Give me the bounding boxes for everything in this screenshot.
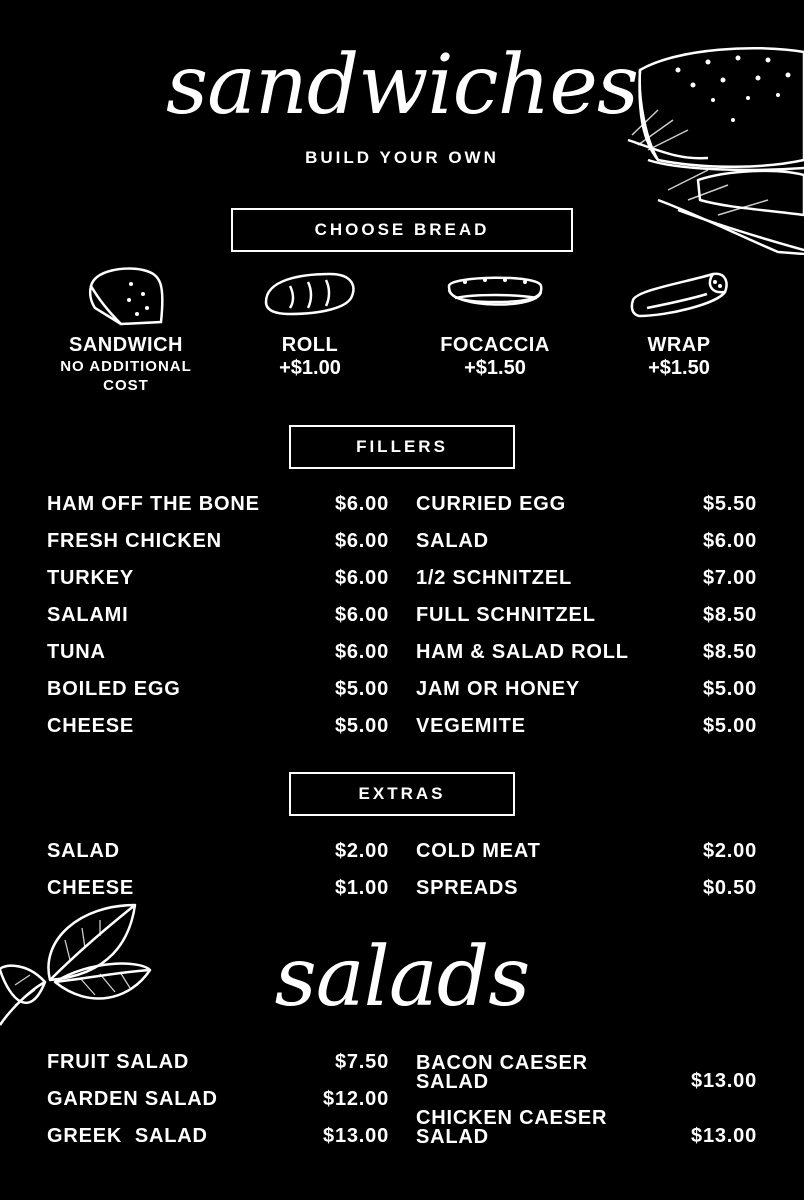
choose-bread-heading: CHOOSE BREAD <box>231 208 573 252</box>
menu-row <box>47 711 389 741</box>
menu-row <box>47 637 389 667</box>
item-name: SALAD <box>47 840 120 862</box>
item-name: FULL SCHNITZEL <box>416 604 596 626</box>
item-price: $6.00 <box>334 530 389 552</box>
item-price: $5.00 <box>702 715 757 737</box>
subtitle: BUILD YOUR OWN <box>305 148 499 167</box>
item-name: COLD MEAT <box>416 840 541 862</box>
item-price: $13.00 <box>691 1070 757 1092</box>
fillers-heading: FILLERS <box>289 425 515 469</box>
menu-row <box>416 873 757 903</box>
menu-row <box>416 1107 757 1151</box>
item-price: $8.50 <box>702 641 757 663</box>
bread-note: NO ADDITIONAL COST <box>60 358 192 394</box>
item-name: CHEESE <box>47 877 135 899</box>
menu-row <box>416 489 757 519</box>
focaccia-icon <box>445 264 545 328</box>
item-price: $2.00 <box>334 840 389 862</box>
menu-row <box>416 526 757 556</box>
menu-row <box>47 526 389 556</box>
bread-roll-icon <box>260 264 360 328</box>
menu-row <box>416 674 757 704</box>
item-name: FRESH CHICKEN <box>47 530 222 552</box>
item-name: HAM & SALAD ROLL <box>416 641 629 663</box>
bread-option-wrap <box>594 264 764 380</box>
item-name: CHEESE <box>47 715 135 737</box>
menu-row <box>47 600 389 630</box>
menu-row <box>47 836 389 866</box>
item-price: $6.00 <box>702 530 757 552</box>
item-name: BOILED EGG <box>47 678 181 700</box>
item-price: $6.00 <box>334 493 389 515</box>
item-name: JAM OR HONEY <box>416 678 581 700</box>
item-name: HAM OFF THE BONE <box>47 493 260 515</box>
item-price: $5.00 <box>702 678 757 700</box>
item-name: GARDEN SALAD <box>47 1088 218 1110</box>
item-name: GREEK SALAD <box>47 1125 208 1147</box>
bread-price: +$1.50 <box>464 357 526 379</box>
item-price: $6.00 <box>334 604 389 626</box>
item-price: $12.00 <box>323 1088 389 1110</box>
bread-price: +$1.00 <box>279 357 341 379</box>
item-price: $5.00 <box>334 715 389 737</box>
menu-row <box>47 1047 389 1077</box>
bread-price: +$1.50 <box>648 357 710 379</box>
menu-row <box>47 873 389 903</box>
menu-row <box>416 836 757 866</box>
bread-name: FOCACCIA <box>440 334 550 356</box>
bread-option-sandwich <box>41 264 211 395</box>
item-price: $5.00 <box>334 678 389 700</box>
item-price: $6.00 <box>334 641 389 663</box>
item-price: $2.00 <box>702 840 757 862</box>
toast-slice-icon <box>81 264 171 328</box>
salads-title: salads <box>274 930 530 1025</box>
wrap-icon <box>627 264 731 328</box>
menu-row <box>47 563 389 593</box>
menu-row <box>47 1084 389 1114</box>
menu-row <box>47 674 389 704</box>
item-price: $6.00 <box>334 567 389 589</box>
item-name: VEGEMITE <box>416 715 526 737</box>
bread-name: WRAP <box>647 334 711 356</box>
item-name: SALAMI <box>47 604 129 626</box>
item-price: $7.00 <box>702 567 757 589</box>
menu-row <box>47 1121 389 1151</box>
menu-row <box>416 637 757 667</box>
item-name: CURRIED EGG <box>416 493 566 515</box>
bread-option-focaccia <box>410 264 580 380</box>
menu-row <box>416 563 757 593</box>
item-price: $8.50 <box>702 604 757 626</box>
bread-option-roll <box>225 264 395 380</box>
item-name: TUNA <box>47 641 106 663</box>
item-price: $7.50 <box>334 1051 389 1073</box>
item-name: FRUIT SALAD <box>47 1051 190 1073</box>
item-price: $0.50 <box>702 877 757 899</box>
menu-row <box>47 489 389 519</box>
menu-row <box>416 711 757 741</box>
item-name: TURKEY <box>47 567 135 589</box>
item-name: CHICKEN CAESER SALAD <box>416 1107 608 1148</box>
bread-name: ROLL <box>281 334 339 356</box>
sandwiches-title: sandwiches <box>165 38 639 133</box>
item-price: $13.00 <box>323 1125 389 1147</box>
menu-row <box>416 600 757 630</box>
item-price: $1.00 <box>334 877 389 899</box>
item-name: SPREADS <box>416 877 519 899</box>
item-price: $5.50 <box>702 493 757 515</box>
bread-name: SANDWICH <box>69 334 183 356</box>
item-name: BACON CAESER SALAD <box>416 1052 588 1093</box>
item-name: SALAD <box>416 530 489 552</box>
item-name: 1/2 SCHNITZEL <box>416 567 572 589</box>
extras-heading: EXTRAS <box>289 772 515 816</box>
item-price: $13.00 <box>691 1125 757 1147</box>
menu-row <box>416 1052 757 1096</box>
